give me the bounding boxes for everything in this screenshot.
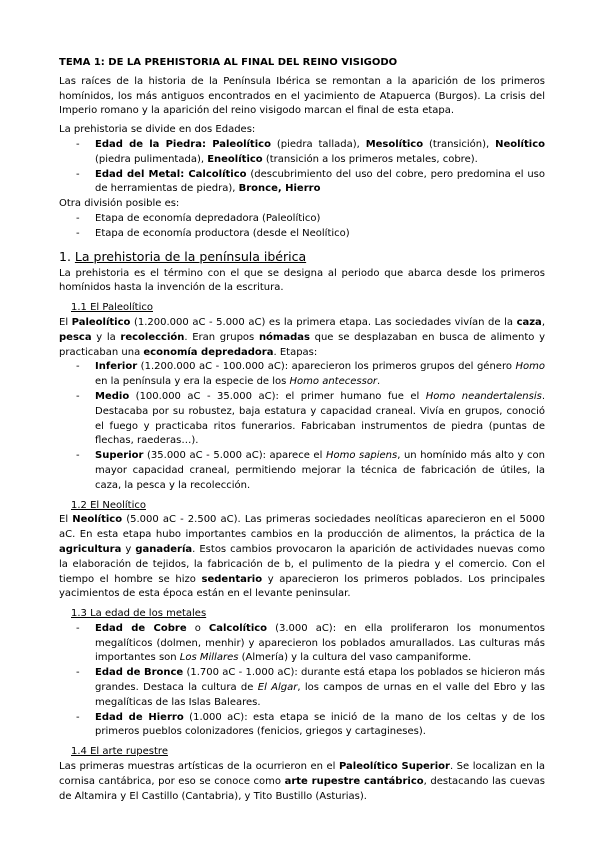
- document-title: TEMA 1: DE LA PREHISTORIA AL FINAL DEL REINO VISIGODO: [59, 57, 398, 68]
- arte-paragraph: Las primeras muestras artísticas de la ocurrieron en el Paleolítico Superior. Se localizan en la cornisa cantábrica, por eso se conoce como arte rupestre cantábrico, destacando las cuevas de Altamira y El Castillo (Cantabria), y Tito Bustillo (Asturias).: [59, 761, 546, 802]
- list-item: - Edad de Cobre o Calcolítico (3.000 aC): en ella proliferaron los monumentos megalíticos (dolmen, menhir) y aparecieron los poblados amurallados. Las culturas más importantes son Los Millares (Almería) y la cultura del vaso campaniforme.: [59, 622, 545, 666]
- edades-list: [59, 138, 545, 197]
- heading-neolitico: 1.2 El Neolítico: [71, 499, 146, 511]
- heading-arte-rupestre: 1.4 El arte rupestre: [71, 746, 168, 758]
- list-item: - Superior (35.000 aC - 5.000 aC): aparece el Homo sapiens, un homínido más alto y con mayor capacidad craneal, permitiendo mejorar la técnica de fabricación de útiles, la caza, la pesca y la recolección.: [59, 449, 545, 493]
- list-item: - Edad de la Piedra: Paleolítico (piedra tallada), Mesolítico (transición), Neolítico (piedra pulimentada), Eneolítico (transición a los primeros metales, cobre).: [59, 138, 545, 168]
- list-item: - Etapa de economía productora (desde el Neolítico): [59, 227, 545, 242]
- section-1-text: La prehistoria es el término con el que se designa al periodo que abarca desde los primeros homínidos hasta la invención de la escritura.: [59, 267, 545, 294]
- paleolitico-etapas-list: [59, 360, 545, 493]
- heading-metales: 1.3 La edad de los metales: [71, 608, 207, 620]
- list-item: - Etapa de economía depredadora (Paleolítico): [59, 212, 545, 227]
- paleolitico-paragraph: El Paleolítico (1.200.000 aC - 5.000 aC) es la primera etapa. Las sociedades vivían de la caza, pesca y la recolección. Eran grupos nómadas que se desplazaban en busca de alimento y practicaban una economía depredadora. Etapas:: [59, 316, 545, 358]
- list-item: - Edad de Bronce (1.700 aC - 1.000 aC): durante está etapa los poblados se hicieron más grandes. Destaca la cultura de El Algar, los campos de urnas en el valle del Ebro y las megalíticas de las Islas Baleares.: [59, 666, 545, 710]
- divide-intro: La prehistoria se divide en dos Edades:: [59, 124, 256, 136]
- list-item: - Edad de Hierro (1.000 aC): esta etapa se inició de la mano de los celtas y de los primeros pueblos colonizadores (fenicios, griegos y cartagineses).: [59, 711, 545, 741]
- intro-paragraph: Las raíces de la historia de la Península Ibérica se remontan a la aparición de los primeros homínidos, los más antiguos encontrados en el yacimiento de Atapuerca (Burgos). La crisis del Imperio romano y la aparición del reino visigodo marcan el final de esta etapa.: [59, 75, 545, 117]
- list-item: - Edad del Metal: Calcolítico (descubrimiento del uso del cobre, pero predomina el uso de herramientas de piedra), Bronce, Hierro: [59, 168, 545, 198]
- section-heading-1: 1. La prehistoria de la península ibérica: [59, 248, 307, 264]
- neolitico-paragraph: El Neolítico (5.000 aC - 2.500 aC). Las primeras sociedades neolíticas aparecieron en el 5000 aC. En esta etapa hubo importantes cambios en la producción de alimentos, la práctica de la agricultura y ganadería. Estos cambios provocaron la aparición de actividades nuevas como la elaboración de tejidos, la fabricación de b, el pulimento de la piedra y el comercio. Con el tiempo el hombre se hizo sedentario y aparecieron los primeros poblados. Los principales yacimientos de esta época están en el levante peninsular.: [59, 514, 546, 600]
- otra-division: Otra división posible es:: [59, 198, 180, 210]
- heading-paleolitico: 1.1 El Paleolítico: [71, 302, 153, 314]
- list-item: - Inferior (1.200.000 aC - 100.000 aC): aparecieron los primeros grupos del género Homo en la península y era la especie de los Homo antecessor.: [59, 360, 545, 390]
- etapas-list: [59, 212, 545, 242]
- document-page: [59, 56, 545, 804]
- list-item: - Medio (100.000 aC - 35.000 aC): el primer humano fue el Homo neandertalensis. Destacaba por su robustez, baja estatura y capacidad craneal. Vivía en grupos, conoció el fuego y practicaba ritos funerarios. Fabricaban instrumentos de piedra (puntas de flechas, raederas…).: [59, 390, 545, 449]
- metales-list: [59, 622, 545, 740]
